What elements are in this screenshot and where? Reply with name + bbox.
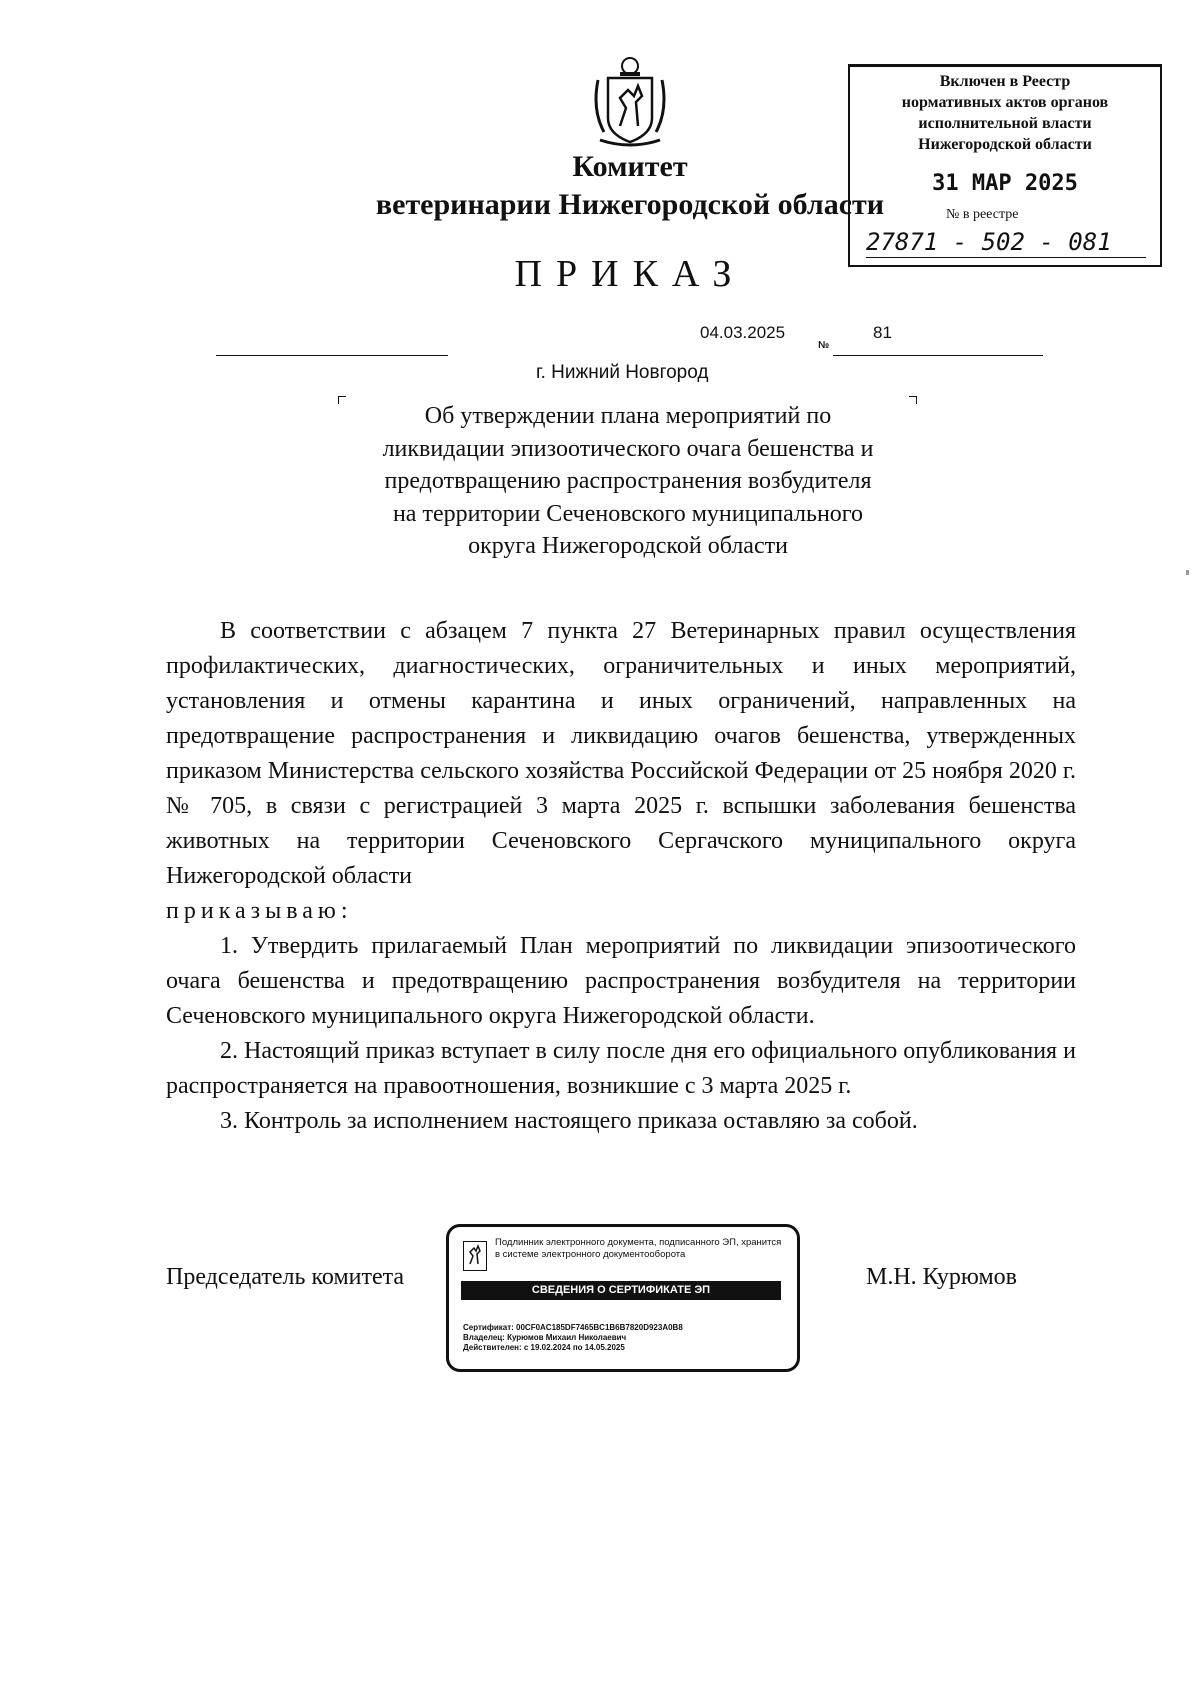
esign-header: Подлинник электронного документа, подписанного ЭП, хранится в системе электронного документооборота xyxy=(495,1237,782,1260)
subject-line: ликвидации эпизоотического очага бешенства и xyxy=(382,435,874,462)
signer-position: Председатель комитета xyxy=(166,1264,405,1290)
order-body xyxy=(166,614,1076,1139)
esign-details xyxy=(463,1323,783,1353)
registry-stamp xyxy=(848,64,1162,267)
order-item: 2. Настоящий приказ вступает в силу после дня его официального опубликования и распространяется на правоотношения, возникшие с 3 марта 2025 г. xyxy=(166,1038,1076,1099)
esign-owner: Владелец: Курюмов Михаил Николаевич xyxy=(463,1333,627,1342)
order-number: 81 xyxy=(873,323,892,342)
stamp-registry-label: № в реестре xyxy=(946,207,1019,222)
stamp-line: Нижегородской области xyxy=(918,136,1092,153)
esign-bar: СВЕДЕНИЯ О СЕРТИФИКАТЕ ЭП xyxy=(461,1281,781,1300)
preamble-paragraph: В соответствии с абзацем 7 пункта 27 Ветеринарных правил осуществления профилактических, диагностических, ограничительных и иных мероприятий, установления и отмены карантина и иных ограничений, направленных на предотвращение распространения и ликвидацию очагов бешенства, утвержденных приказом Министерства сельского хозяйства Российской Федерации от 25 ноября 2020 г. № 705, в связи с регистрацией 3 марта 2025 г. вспышки заболевания бешенства животных на территории Сеченовского Сергачского муниципального округа Нижегородской области xyxy=(166,618,1076,889)
order-word: приказываю: xyxy=(166,898,353,924)
organization-name-line2: ветеринарии Нижегородской области xyxy=(375,188,885,221)
electronic-signature-stamp xyxy=(446,1224,800,1372)
stamp-line: исполнительной власти xyxy=(918,115,1092,132)
stamp-date: 31 МАР 2025 xyxy=(932,171,1078,196)
date-underline xyxy=(216,355,448,356)
subject-line: Об утверждении плана мероприятий по xyxy=(424,403,832,429)
coat-of-arms-emblem xyxy=(590,56,670,148)
number-underline xyxy=(833,355,1043,356)
signer-name: М.Н. Курюмов xyxy=(866,1264,1018,1290)
document-title: ПРИКАЗ xyxy=(514,253,746,295)
order-subject xyxy=(340,400,916,563)
subject-line: на территории Сеченовского муниципального xyxy=(392,500,864,527)
subject-line: округа Нижегородской области xyxy=(468,533,788,559)
esign-certificate: Сертификат: 00CF0AC185DF7465BC1B6B7820D923A0B8 xyxy=(463,1323,683,1332)
stamp-registry-number: 27871 - 502 - 081 xyxy=(866,227,1146,258)
number-mark: № xyxy=(818,340,830,351)
deer-emblem-icon xyxy=(463,1241,487,1271)
esign-valid: Действителен: с 19.02.2024 по 14.05.2025 xyxy=(463,1343,625,1352)
order-date: 04.03.2025 xyxy=(700,323,786,342)
subject-line: предотвращению распространения возбудителя xyxy=(384,468,872,494)
order-item: 1. Утвердить прилагаемый План мероприятий по ликвидации эпизоотического очага бешенства и предотвращению распространения возбудителя на территории Сеченовского муниципального округа Нижегородской области. xyxy=(166,933,1076,1029)
order-item: 3. Контроль за исполнением настоящего приказа оставляю за собой. xyxy=(220,1108,918,1134)
scan-artifact xyxy=(1186,570,1189,575)
organization-name-line1: Комитет xyxy=(572,150,688,183)
stamp-line: Включен в Реестр xyxy=(939,73,1071,90)
city: г. Нижний Новгород xyxy=(536,362,709,383)
stamp-line: нормативных актов органов xyxy=(901,94,1109,111)
